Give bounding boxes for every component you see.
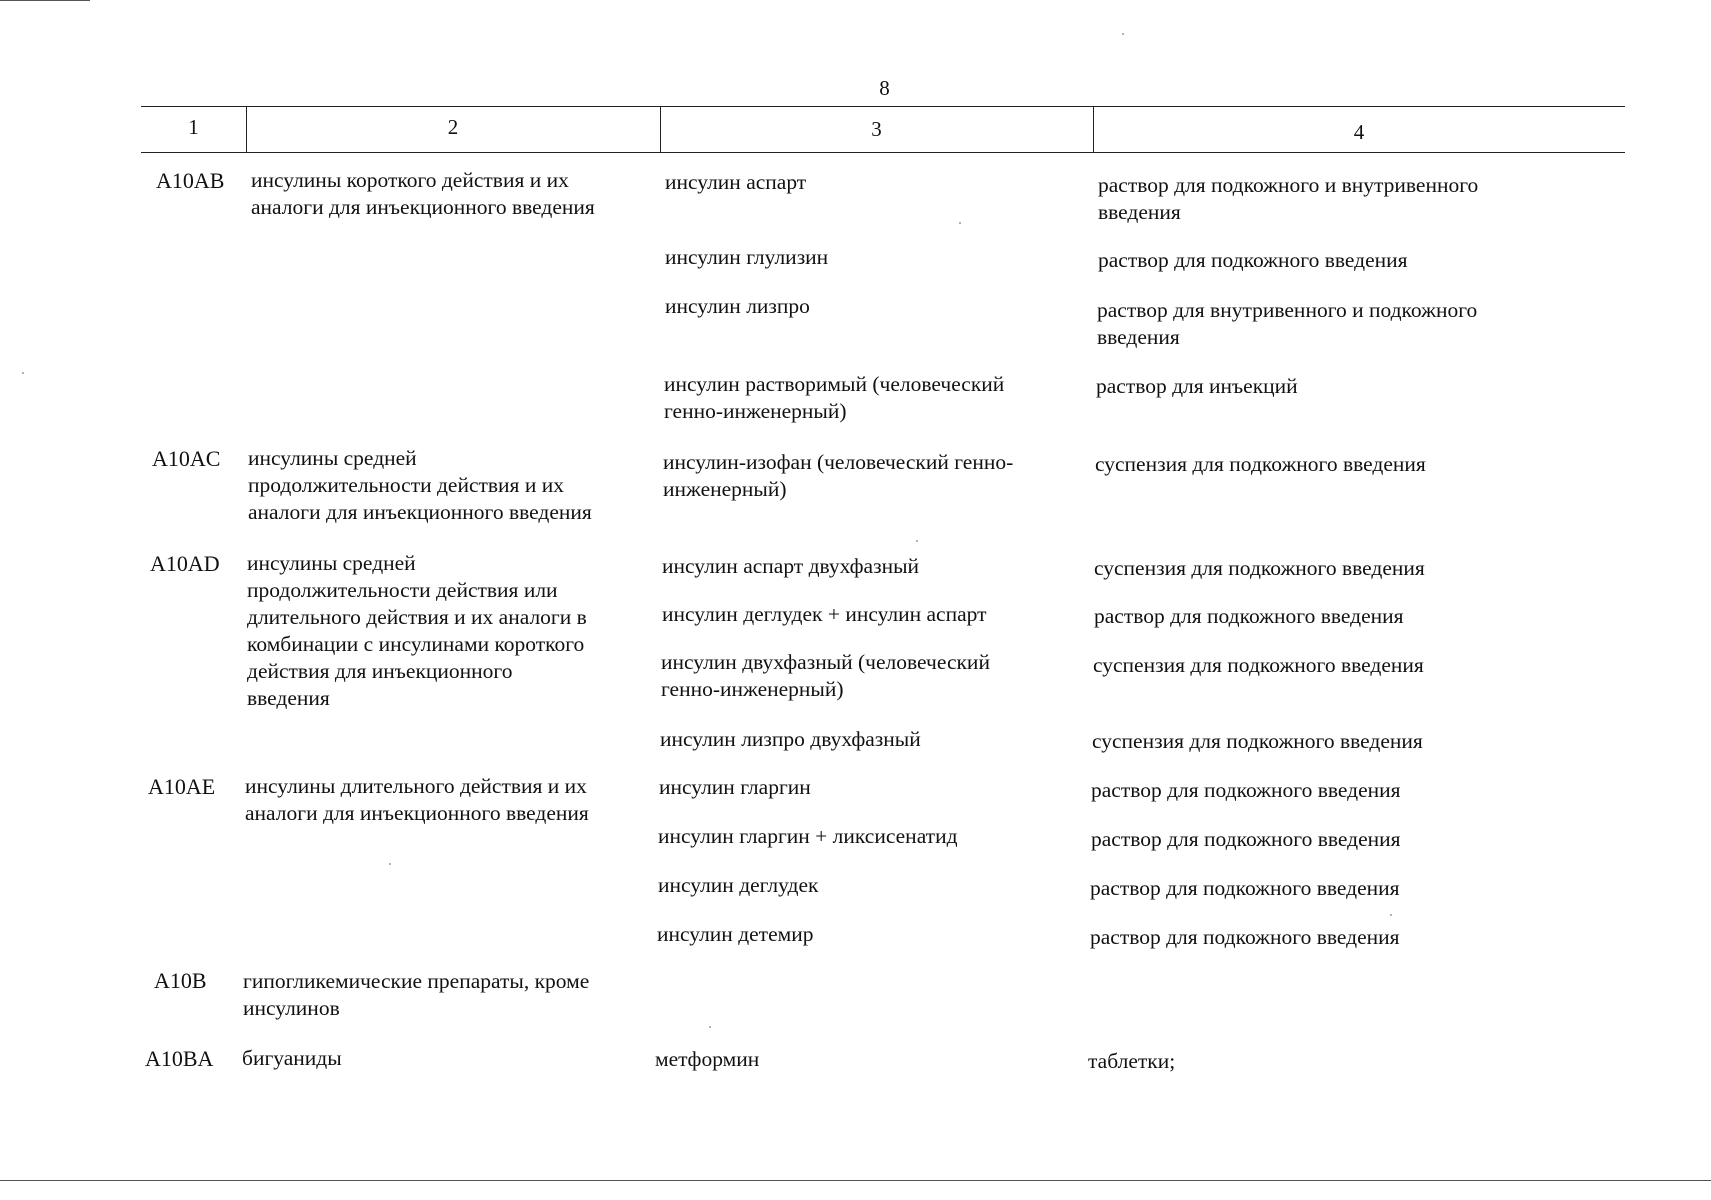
group-name: гипогликемические препараты, кроме инсулинов — [243, 969, 590, 1020]
header-column-3: 3 — [871, 117, 882, 141]
table-header-bottom-rule — [141, 152, 1625, 153]
group-name: бигуаниды — [242, 1046, 342, 1070]
atc-code: A10BA — [145, 1046, 214, 1071]
scan-edge-top — [0, 0, 90, 1]
drug-name: инсулин растворимый (человеческий генно-инженерный) — [664, 372, 1005, 423]
dosage-form: суспензия для подкожного введения — [1094, 556, 1425, 580]
atc-code: A10B — [154, 968, 207, 993]
dosage-form: раствор для инъекций — [1096, 374, 1298, 398]
dosage-form: раствор для подкожного введения — [1090, 925, 1400, 949]
page-number: 8 — [879, 76, 890, 100]
group-name: инсулины короткого действия и их аналоги для инъекционного введения — [251, 168, 595, 219]
group-name: инсулины длительного действия и их аналоги для инъекционного введения — [245, 774, 589, 825]
dosage-form: раствор для подкожного введения — [1091, 827, 1401, 851]
dosage-form: таблетки; — [1088, 1049, 1176, 1073]
drug-name: инсулин глулизин — [665, 245, 829, 269]
drug-name: инсулин двухфазный (человеческий генно-инженерный) — [661, 650, 990, 701]
atc-code: A10AC — [152, 446, 221, 471]
drug-name: инсулин лизпро двухфазный — [660, 727, 921, 751]
scan-speck — [1122, 33, 1124, 35]
group-name: инсулины средней продолжительности действия или длительного действия и их аналоги в комбинации с инсулинами короткого действия для инъекционного введения — [247, 551, 587, 710]
dosage-form: раствор для подкожного и внутривенного введения — [1098, 173, 1479, 224]
drug-name: инсулин гларгин — [659, 775, 811, 799]
dosage-form: суспензия для подкожного введения — [1093, 653, 1424, 677]
drug-name: инсулин аспарт двухфазный — [662, 554, 920, 578]
header-column-2: 2 — [447, 115, 459, 139]
atc-code: A10AE — [148, 774, 216, 799]
drug-name: инсулин детемир — [657, 922, 814, 946]
atc-code: A10AD — [150, 551, 220, 576]
scan-speck — [22, 372, 24, 374]
scan-speck — [959, 222, 961, 224]
dosage-form: раствор для подкожного введения — [1090, 876, 1400, 900]
drug-name: инсулин деглудек + инсулин аспарт — [662, 602, 987, 626]
drug-name: инсулин аспарт — [665, 170, 807, 194]
group-name: инсулины средней продолжительности действия и их аналоги для инъекционного введения — [248, 446, 592, 524]
dosage-form: раствор для подкожного введения — [1098, 248, 1408, 272]
dosage-form: раствор для подкожного введения — [1094, 604, 1404, 628]
drug-name: инсулин деглудек — [658, 873, 819, 897]
scan-speck — [389, 863, 391, 865]
dosage-form: раствор для подкожного введения — [1091, 778, 1401, 802]
drug-name: инсулин-изофан (человеческий генно- инженерный) — [663, 450, 1014, 501]
table-top-rule — [141, 106, 1625, 107]
scan-speck — [709, 1026, 711, 1028]
header-column-1: 1 — [188, 115, 199, 139]
dosage-form: суспензия для подкожного введения — [1095, 452, 1426, 476]
drug-name: метформин — [655, 1047, 760, 1071]
scan-edge-bottom — [0, 1180, 1711, 1181]
header-column-4: 4 — [1353, 120, 1365, 144]
drug-name: инсулин гларгин + ликсисенатид — [658, 824, 958, 848]
scan-speck — [916, 540, 918, 542]
drug-name: инсулин лизпро — [665, 294, 810, 318]
dosage-form: суспензия для подкожного введения — [1092, 729, 1423, 753]
scan-speck — [1390, 914, 1392, 916]
dosage-form: раствор для внутривенного и подкожного введения — [1097, 298, 1478, 349]
atc-code: A10AB — [156, 168, 225, 193]
